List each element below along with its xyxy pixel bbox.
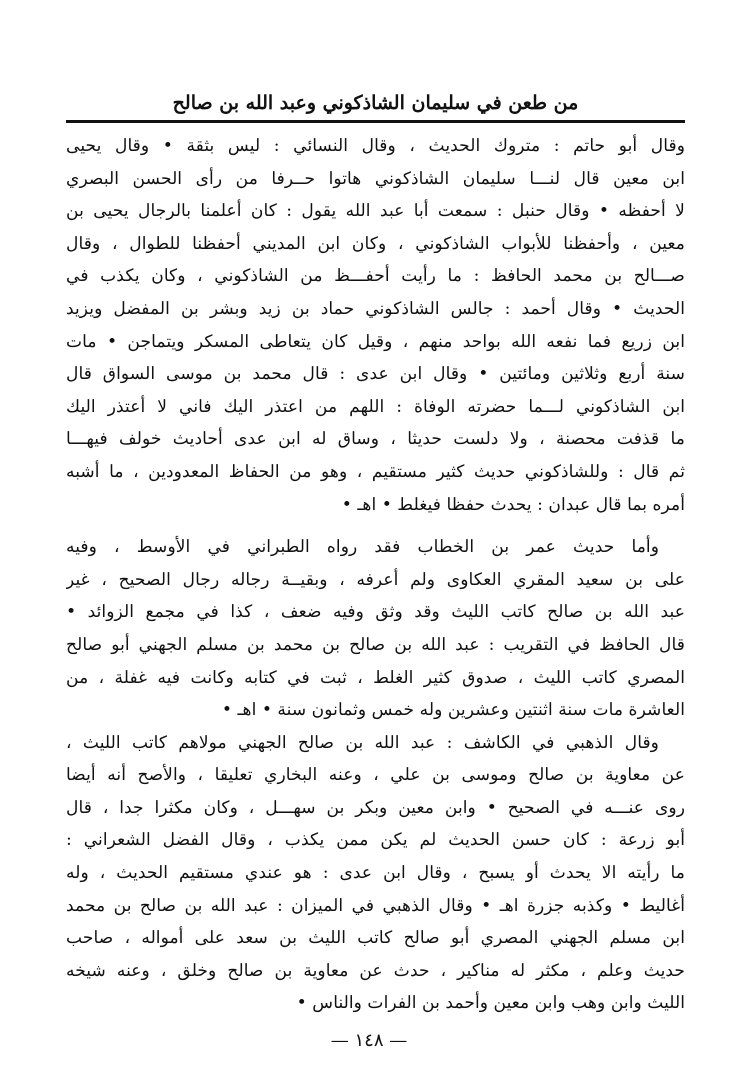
text-line: ابن الشاذكوني لـــما حضرته الوفاة : اللهم من اعتذر اليك فاني لا أعتذر اليك	[66, 396, 685, 417]
page-number: — ١٤٨ —	[330, 1030, 408, 1051]
text-line: سنة أربع وثلاثين ومائتين • وقال ابن عدى : قال محمد بن موسى السواق قال	[66, 364, 685, 385]
text-line: على بن سعيد المقري العكاوى ولم أعرفه ، وبقيــة رجاله رجال الصحيح ، غير	[66, 569, 685, 590]
paragraph-2	[66, 531, 685, 727]
text-line: وقال الذهبي في الكاشف : عبد الله بن صالح الجهني مولاهم كاتب الليث ،	[66, 732, 659, 753]
text-line: أمره بما قال عبدان : يحدث حفظا فيغلط • اهـ •	[341, 494, 685, 515]
text-line: روى عنـــه في الصحيح • وابن معين وبكر بن سهـــل ، وكان مكثرا جدا ، قال	[66, 797, 685, 818]
text-line: الليث وابن وهب وابن معين وأحمد بن الفرات والناس •	[296, 993, 685, 1014]
text-line: ما قذفت محصنة ، ولا دلست حديثا ، وساق له ابن عدى أحاديث خولف فيهـــا	[66, 429, 685, 450]
text-line: صـــالح بن محمد الحافظ : ما رأيت أحفـــظ من الشاذكوني ، وكان يكذب في	[66, 266, 685, 287]
text-line: حديث وعلم ، مكثر له مناكير ، حدث عن معاوية بن صالح وخلق ، وعنه شيخه	[66, 960, 685, 981]
running-header-title: من طعن في سليمان الشاذكوني وعبد الله بن صالح	[172, 92, 579, 114]
text-line: عبد الله بن صالح كاتب الليث وقد وثق وفيه ضعف ، كذا في مجمع الزوائد •	[66, 602, 685, 623]
text-line: ثم قال : وللشاذكوني حديث كثير مستقيم ، وهو من الحفاظ المعدودين ، ما أشبه	[66, 461, 685, 482]
body-text	[66, 130, 685, 1020]
text-line: ابن مسلم الجهني المصري أبو صالح كاتب الليث بن سعد على أمواله ، صاحب	[66, 928, 685, 949]
text-line: قال الحافظ في التقريب : عبد الله بن صالح بن محمد بن مسلم الجهني أبو صالح	[66, 634, 685, 655]
text-line: وأما حديث عمر بن الخطاب فقد رواه الطبراني في الأوسط ، وفيه	[66, 537, 659, 558]
text-line: ابن زريع فما نفعه الله بواحد منهم ، وقيل كان يتعاطى المسكر ويتماجن • مات	[66, 331, 685, 352]
text-line: العاشرة مات سنة اثنتين وعشرين وله خمس وثمانون سنة • اهـ •	[221, 700, 685, 721]
text-line: أبو زرعة : كان حسن الحديث لم يكن ممن يكذب ، وقال الفضل الشعراني :	[66, 830, 685, 851]
text-line: أغاليط • وكذبه جزرة اهـ • وقال الذهبي في الميزان : عبد الله بن صالح بن محمد	[66, 895, 685, 916]
text-line: ابن معين قال لنـــا سليمان الشاذكوني هاتوا حــرفا من رأى الحسن البصري	[66, 168, 685, 189]
text-line: لا أحفظه • وقال حنبل : سمعت أبا عبد الله يقول : كان أعلمنا بالرجال يحيى بن	[66, 201, 685, 222]
text-line: معين ، وأحفظنا للأبواب الشاذكوني ، وكان ابن المديني أحفظنا للطوال ، وقال	[66, 233, 685, 254]
header-rule	[66, 120, 685, 123]
paragraph-1	[66, 130, 685, 521]
paragraph-3	[66, 727, 685, 1020]
text-line: الحديث • وقال أحمد : جالس الشاذكوني حماد بن زيد وبشر بن المفضل ويزيد	[66, 298, 685, 319]
text-line: وقال أبو حاتم : متروك الحديث ، وقال النسائي : ليس بثقة • وقال يحيى	[66, 136, 685, 156]
text-line: عن معاوية بن صالح وموسى بن علي ، وعنه البخاري تعليقا ، والأصح أنه أيضا	[66, 765, 685, 786]
text-line: ما رأيته الا يحدث أو يسبح ، وقال ابن عدى : هو عندي مستقيم الحديث ، وله	[66, 863, 685, 884]
text-line: المصري كاتب الليث ، صدوق كثير الغلط ، ثبت في كتابه وكانت فيه غفلة ، من	[66, 667, 685, 688]
